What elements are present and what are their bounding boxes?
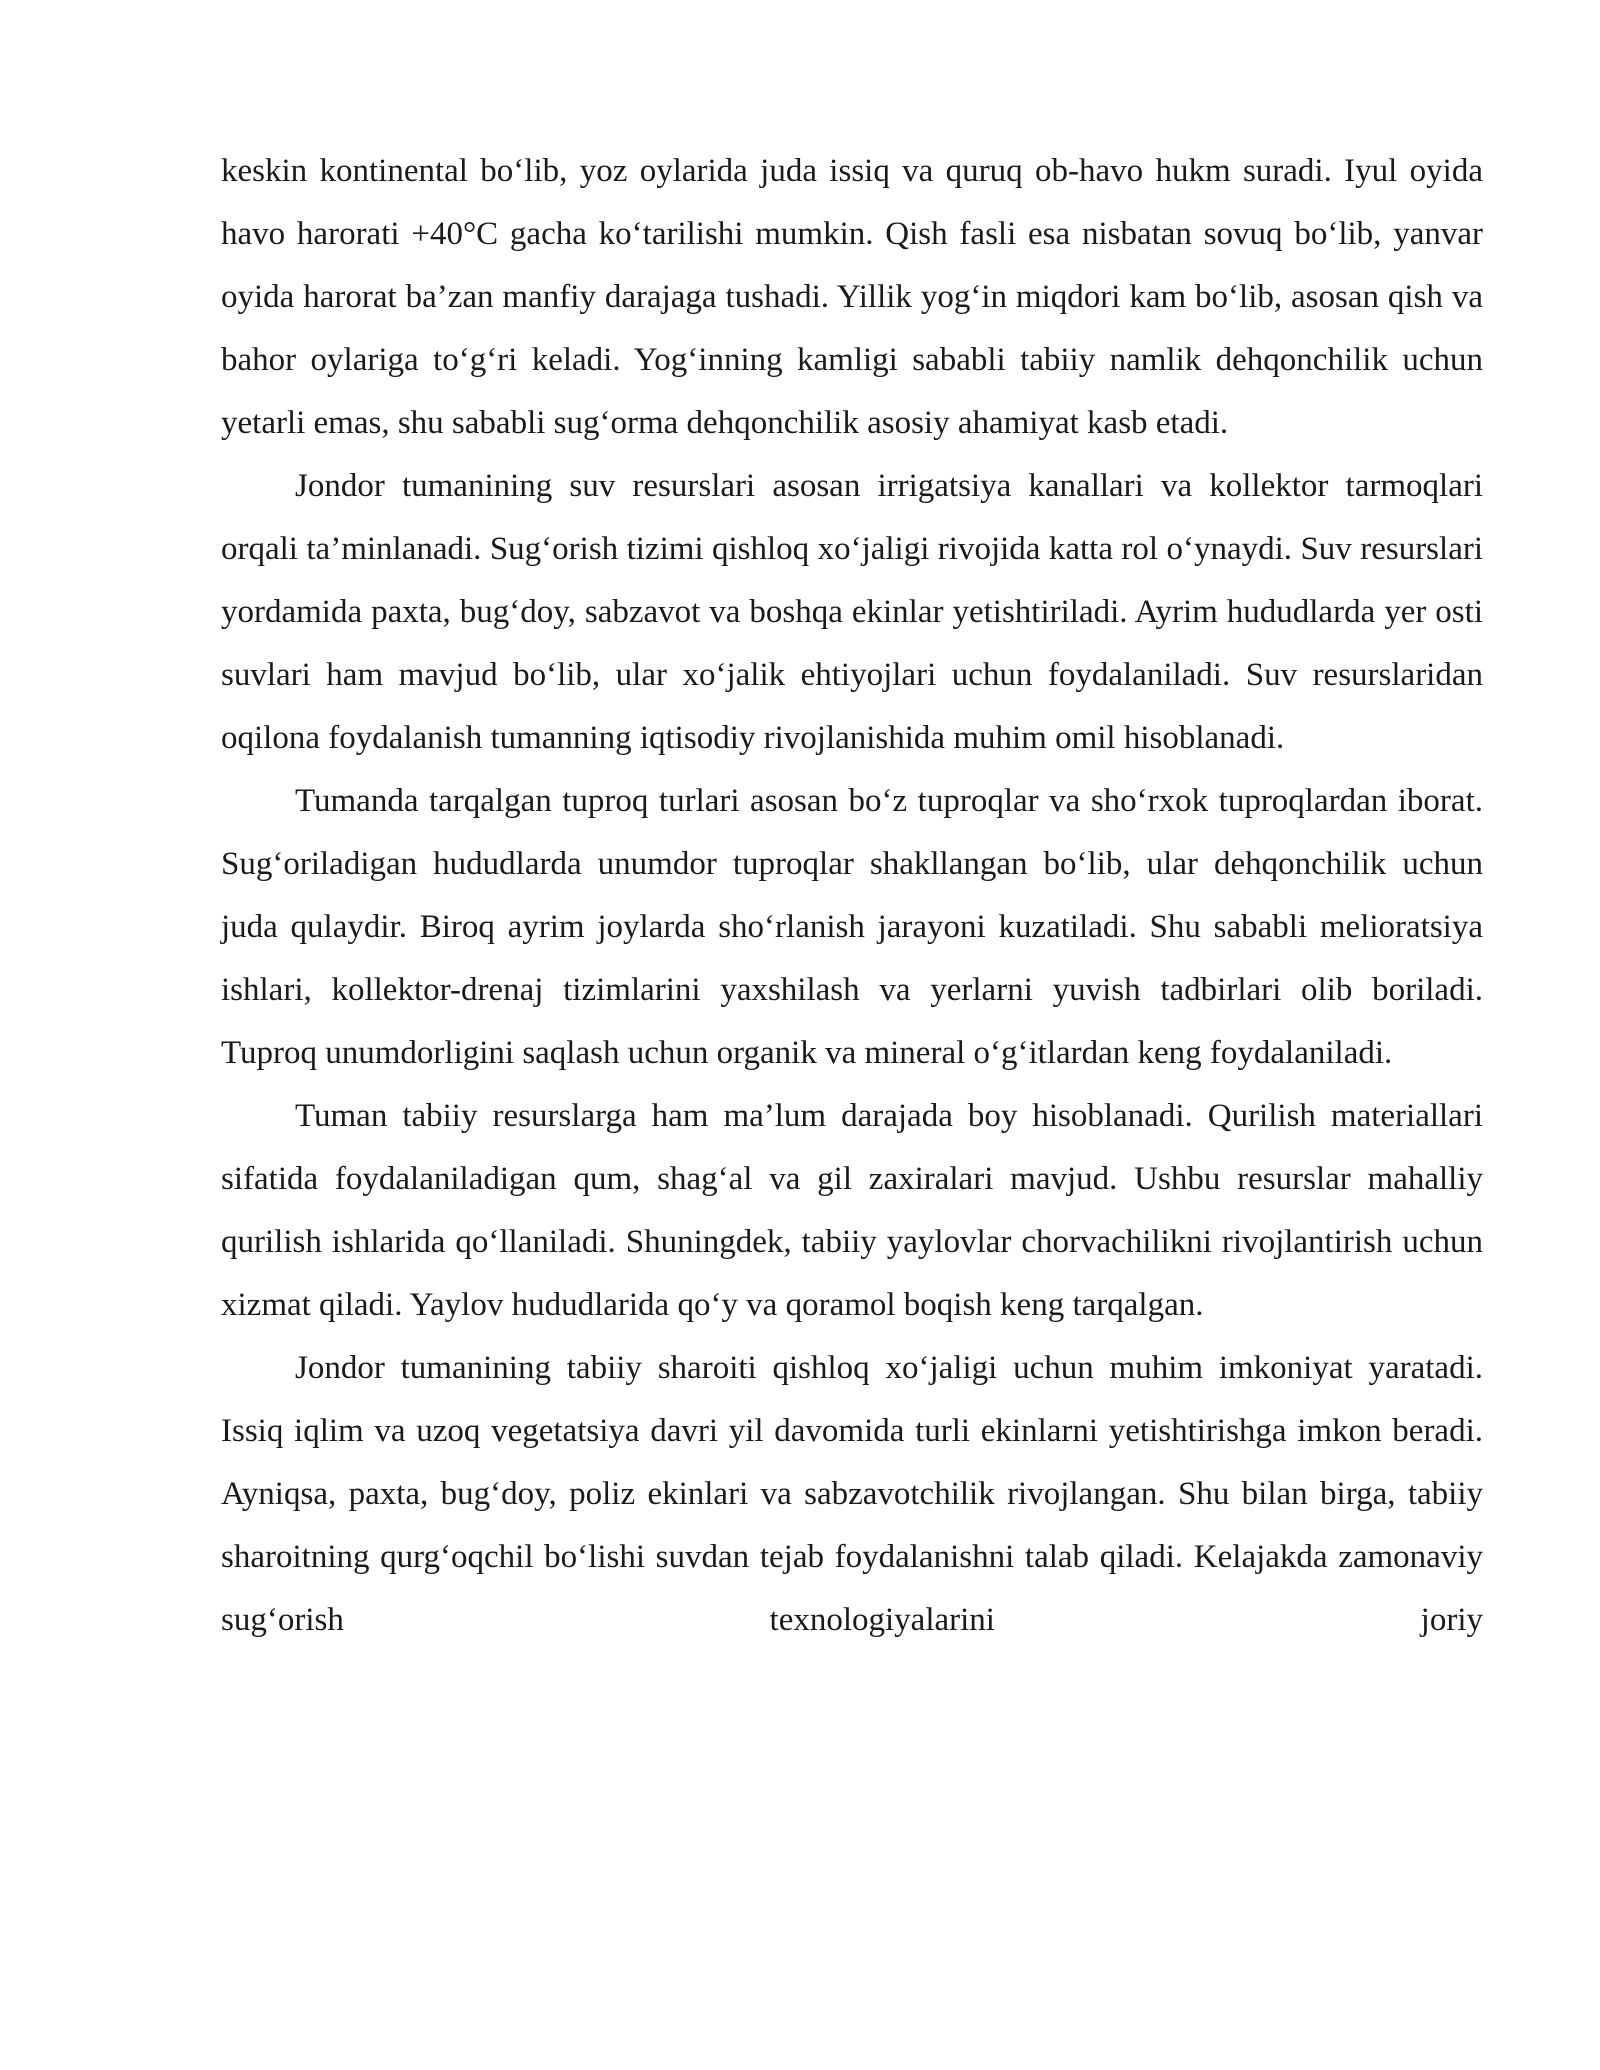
paragraph-natural-conditions: Jondor tumanining tabiiy sharoiti qishloq xo‘jaligi uchun muhim imkoniyat yaratadi. Issiq iqlim va uzoq vegetatsiya davri yil davomida turli ekinlarni yetishtirishga imkon beradi. Ayniqsa, paxta, bug‘doy, poliz ekinlari va sabzavotchilik rivojlangan. Shu bilan birga, tabiiy sharoitning qurg‘oqchil bo‘lishi suvdan tejab foydalanishni talab qiladi. Kelajakda zamonaviy sug‘orish texnologiyalarini joriy <box>221 1350 1483 1638</box>
paragraph-water-resources: Jondor tumanining suv resurslari asosan irrigatsiya kanallari va kollektor tarmoqlari orqali ta’minlanadi. Sug‘orish tizimi qishloq xo‘jaligi rivojida katta rol o‘ynaydi. Suv resurslari yordamida paxta, bug‘doy, sabzavot va boshqa ekinlar yetishtiriladi. Ayrim hududlarda yer osti suvlari ham mavjud bo‘lib, ular xo‘jalik ehtiyojlari uchun foydalaniladi. Suv resurslaridan oqilona foydalanish tumanning iqtisodiy rivojlanishida muhim omil hisoblanadi. <box>221 468 1483 756</box>
paragraph-natural-resources: Tuman tabiiy resurslarga ham ma’lum darajada boy hisoblanadi. Qurilish materiallari sifatida foydalaniladigan qum, shag‘al va gil zaxiralari mavjud. Ushbu resurslar mahalliy qurilish ishlarida qo‘llaniladi. Shuningdek, tabiiy yaylovlar chorvachilikni rivojlantirish uchun xizmat qiladi. Yaylov hududlarida qo‘y va qoramol boqish keng tarqalgan. <box>221 1098 1483 1323</box>
paragraph-climate: keskin kontinental bo‘lib, yoz oylarida juda issiq va quruq ob-havo hukm suradi. Iyul oyida havo harorati +40°C gacha ko‘tarilishi mumkin. Qish fasli esa nisbatan sovuq bo‘lib, yanvar oyida harorat ba’zan manfiy darajaga tushadi. Yillik yog‘in miqdori kam bo‘lib, asosan qish va bahor oylariga to‘g‘ri keladi. Yog‘inning kamligi sababli tabiiy namlik dehqonchilik uchun yetarli emas, shu sababli sug‘orma dehqonchilik asosiy ahamiyat kasb etadi. <box>221 153 1483 441</box>
body-text <box>221 140 1483 1652</box>
paragraph-soil-types: Tumanda tarqalgan tuproq turlari asosan bo‘z tuproqlar va sho‘rxok tuproqlardan iborat. Sug‘oriladigan hududlarda unumdor tuproqlar shakllangan bo‘lib, ular dehqonchilik uchun juda qulaydir. Biroq ayrim joylarda sho‘rlanish jarayoni kuzatiladi. Shu sababli melioratsiya ishlari, kollektor-drenaj tizimlarini yaxshilash va yerlarni yuvish tadbirlari olib boriladi. Tuproq unumdorligini saqlash uchun organik va mineral o‘g‘itlardan keng foydalaniladi. <box>221 783 1483 1071</box>
